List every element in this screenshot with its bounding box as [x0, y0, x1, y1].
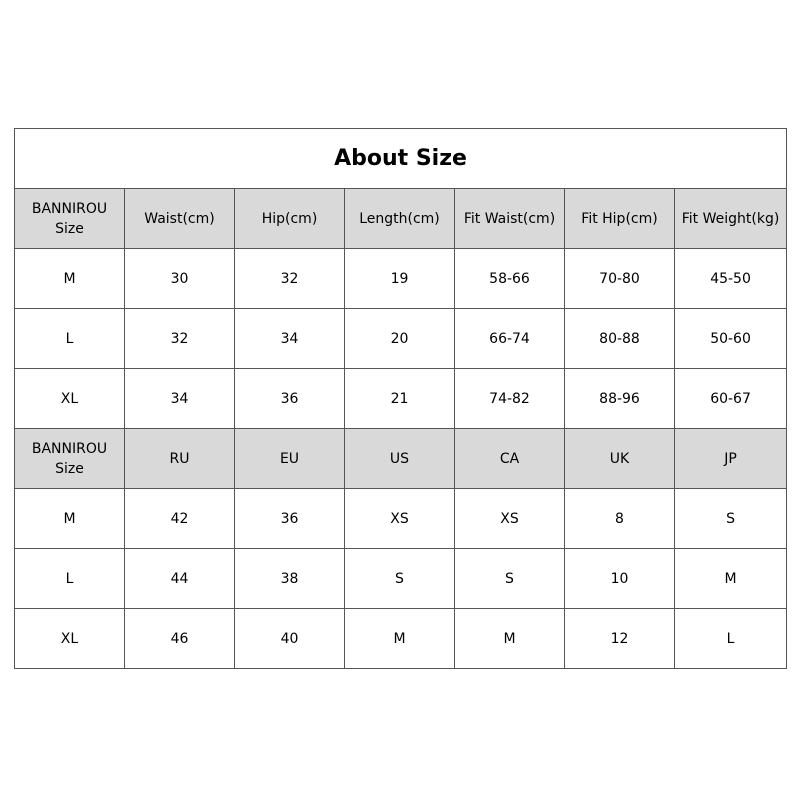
table-cell: 88-96	[565, 369, 675, 429]
table-cell: 66-74	[455, 309, 565, 369]
table-cell: 45-50	[675, 249, 787, 309]
table-cell: M	[455, 609, 565, 669]
table-cell: S	[345, 549, 455, 609]
table-cell: 36	[235, 489, 345, 549]
size-chart-table	[14, 128, 787, 669]
table-cell: 34	[125, 369, 235, 429]
brand-label: BANNIROU	[31, 200, 108, 217]
table-cell: 46	[125, 609, 235, 669]
column-header: Fit Hip(cm)	[565, 189, 675, 249]
table-cell: 74-82	[455, 369, 565, 429]
column-header: JP	[675, 429, 787, 489]
size-cell: L	[15, 549, 125, 609]
table-cell: S	[455, 549, 565, 609]
table-row	[15, 609, 787, 669]
column-header: Fit Weight(kg)	[675, 189, 787, 249]
table-cell: S	[675, 489, 787, 549]
table-cell: 38	[235, 549, 345, 609]
table-cell: XS	[345, 489, 455, 549]
table-row	[15, 249, 787, 309]
size-header-cell	[15, 429, 125, 489]
table-cell: 10	[565, 549, 675, 609]
column-header: US	[345, 429, 455, 489]
column-header: CA	[455, 429, 565, 489]
table-cell: M	[675, 549, 787, 609]
size-cell: L	[15, 309, 125, 369]
measurement-header-row	[15, 189, 787, 249]
column-header: Waist(cm)	[125, 189, 235, 249]
table-cell: 32	[125, 309, 235, 369]
size-cell: XL	[15, 609, 125, 669]
table-cell: 60-67	[675, 369, 787, 429]
table-cell: 19	[345, 249, 455, 309]
size-label: Size	[55, 460, 84, 477]
table-cell: 8	[565, 489, 675, 549]
size-cell: XL	[15, 369, 125, 429]
table-cell: 32	[235, 249, 345, 309]
column-header: Hip(cm)	[235, 189, 345, 249]
column-header: RU	[125, 429, 235, 489]
page-title: About Size	[15, 129, 787, 189]
column-header: UK	[565, 429, 675, 489]
title-row	[15, 129, 787, 189]
table-cell: 80-88	[565, 309, 675, 369]
table-cell: 34	[235, 309, 345, 369]
table-cell: L	[675, 609, 787, 669]
table-cell: 70-80	[565, 249, 675, 309]
size-header-cell	[15, 189, 125, 249]
conversion-header-row	[15, 429, 787, 489]
size-label: Size	[55, 220, 84, 237]
table-cell: 20	[345, 309, 455, 369]
table-row	[15, 369, 787, 429]
table-row	[15, 549, 787, 609]
table-row	[15, 489, 787, 549]
table-cell: XS	[455, 489, 565, 549]
column-header: Fit Waist(cm)	[455, 189, 565, 249]
table-cell: 58-66	[455, 249, 565, 309]
table-cell: 12	[565, 609, 675, 669]
column-header: EU	[235, 429, 345, 489]
table-cell: 40	[235, 609, 345, 669]
table-cell: M	[345, 609, 455, 669]
table-cell: 21	[345, 369, 455, 429]
table-cell: 42	[125, 489, 235, 549]
table-cell: 36	[235, 369, 345, 429]
brand-label: BANNIROU	[31, 440, 108, 457]
column-header: Length(cm)	[345, 189, 455, 249]
table-cell: 44	[125, 549, 235, 609]
table-cell: 30	[125, 249, 235, 309]
size-cell: M	[15, 249, 125, 309]
size-cell: M	[15, 489, 125, 549]
table-cell: 50-60	[675, 309, 787, 369]
table-row	[15, 309, 787, 369]
